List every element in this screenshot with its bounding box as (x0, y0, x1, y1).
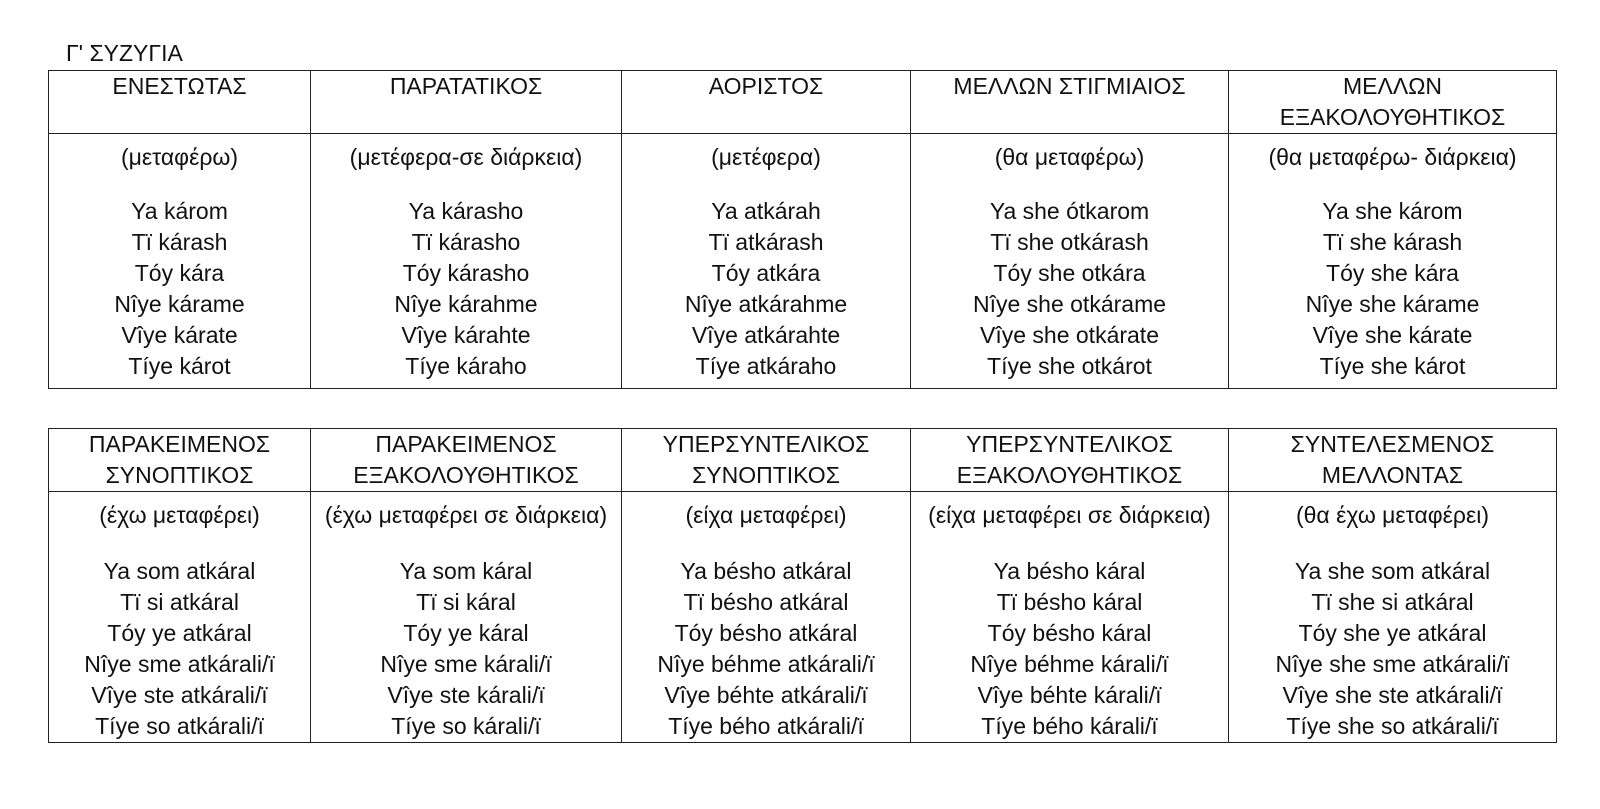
verb-form: Tï she si atkáral (1311, 589, 1474, 615)
verb-form-list (622, 196, 910, 382)
verb-form: Tï kárasho (411, 229, 521, 255)
verb-form: Nîye béhme atkárali/ï (657, 651, 875, 677)
verb-form-list (1229, 196, 1556, 382)
body-row (49, 492, 1557, 743)
header-row (49, 429, 1557, 492)
tense-name: ΠΑΡΑΚΕΙΜΕΝΟΣ ΕΞΑΚΟΛΟΥΘΗΤΙΚΟΣ (353, 431, 579, 488)
verb-form: Tóy ye atkáral (107, 620, 252, 646)
tense-gloss: (μεταφέρω) (120, 144, 239, 170)
verb-form-list (1229, 556, 1556, 742)
verb-form: Ya som atkáral (103, 558, 256, 584)
verb-form: Tíye atkáraho (695, 353, 837, 379)
verb-form: Vîye ste atkárali/ï (91, 682, 268, 708)
verb-form: Nîye atkárahme (684, 291, 848, 317)
verb-form: Ya she som atkáral (1294, 558, 1491, 584)
tense-header-cell (1229, 429, 1557, 492)
verb-form: Tíye she otkárot (987, 353, 1152, 379)
verb-form: Vîye béhte kárali/ï (977, 682, 1162, 708)
verb-form: Tóy bésho atkáral (674, 620, 858, 646)
verb-form: Tóy she otkára (993, 260, 1146, 286)
conjugation-cell (622, 134, 911, 389)
verb-form: Tóy atkára (711, 260, 821, 286)
tense-header-cell (311, 429, 622, 492)
verb-form-list (311, 556, 621, 742)
tense-name: ΜΕΛΛΩΝ ΣΤΙΓΜΙΑΙΟΣ (953, 73, 1186, 99)
tense-gloss: (είχα μεταφέρει) (685, 502, 847, 528)
tense-gloss: (μετέφερα) (711, 144, 821, 170)
verb-form: Tï atkárash (708, 229, 824, 255)
tense-name: ΜΕΛΛΩΝ ΕΞΑΚΟΛΟΥΘΗΤΙΚΟΣ (1279, 73, 1506, 130)
verb-form: Ya bésho atkáral (680, 558, 852, 584)
verb-form: Tóy bésho káral (987, 620, 1152, 646)
conjugation-cell (311, 492, 622, 743)
verb-form: Tï kárash (131, 229, 228, 255)
verb-form: Nîye she otkárame (972, 291, 1167, 317)
verb-form: Tóy she kára (1326, 260, 1459, 286)
verb-form: Tï she kárash (1322, 229, 1463, 255)
verb-form: Tíye káraho (405, 353, 527, 379)
verb-form-list (49, 556, 310, 742)
verb-form: Vîye kárahte (401, 322, 531, 348)
verb-form: Nîye she sme atkárali/ï (1275, 651, 1510, 677)
verb-form: Vîye ste kárali/ï (387, 682, 545, 708)
conjugation-cell (1229, 492, 1557, 743)
tense-header-cell (622, 429, 911, 492)
verb-form: Tï she otkárash (990, 229, 1149, 255)
tense-name: ΣΥΝΤΕΛΕΣΜΕΝΟΣ ΜΕΛΛΟΝΤΑΣ (1290, 431, 1495, 488)
verb-form: Nîye she kárame (1305, 291, 1480, 317)
verb-form: Vîye béhte atkárali/ï (664, 682, 868, 708)
verb-form: Ya kárasho (408, 198, 524, 224)
verb-form-list (911, 556, 1228, 742)
conjugation-cell (622, 492, 911, 743)
tense-gloss: (θα έχω μεταφέρει) (1295, 502, 1490, 528)
verb-form: Nîye kárahme (394, 291, 538, 317)
tense-header-cell (49, 71, 311, 134)
conjugation-table-1 (48, 70, 1557, 389)
verb-form: Tíye bého atkárali/ï (668, 713, 864, 739)
verb-form: Ya bésho káral (993, 558, 1146, 584)
tense-name: ΥΠΕΡΣΥΝΤΕΛΙΚΟΣ ΣΥΝΟΠΤΙΚΟΣ (662, 431, 870, 488)
verb-form: Tóy kárasho (402, 260, 530, 286)
verb-form: Tóy she ye atkáral (1298, 620, 1487, 646)
verb-form: Vîye atkárahte (691, 322, 841, 348)
verb-form: Ya atkárah (711, 198, 821, 224)
tense-gloss: (μετέφερα-σε διάρκεια) (349, 144, 583, 170)
tense-header-cell (311, 71, 622, 134)
tense-gloss: (θα μεταφέρω- διάρκεια) (1268, 144, 1517, 170)
tense-gloss: (θα μεταφέρω) (994, 144, 1145, 170)
verb-form: Tíye so kárali/ï (391, 713, 541, 739)
tense-header-cell (622, 71, 911, 134)
verb-form: Tíye károt (128, 353, 231, 379)
body-row (49, 134, 1557, 389)
tense-name: ΠΑΡΑΤΑΤΙΚΟΣ (389, 73, 543, 99)
tense-gloss: (έχω μεταφέρει σε διάρκεια) (324, 502, 608, 528)
tense-name: ΥΠΕΡΣΥΝΤΕΛΙΚΟΣ ΕΞΑΚΟΛΟΥΘΗΤΙΚΟΣ (956, 431, 1183, 488)
verb-form: Nîye béhme kárali/ï (970, 651, 1169, 677)
tense-name: ΕΝΕΣΤΩΤΑΣ (112, 73, 247, 99)
header-row (49, 71, 1557, 134)
tense-name: ΠΑΡΑΚΕΙΜΕΝΟΣ ΣΥΝΟΠΤΙΚΟΣ (88, 431, 271, 488)
page-title: Γ' ΣΥΖΥΓΙΑ (66, 40, 183, 66)
conjugation-cell (911, 492, 1229, 743)
verb-form: Nîye sme kárali/ï (380, 651, 552, 677)
verb-form: Tíye she károt (1319, 353, 1466, 379)
verb-form: Tï si atkáral (120, 589, 239, 615)
conjugation-cell (311, 134, 622, 389)
conjugation-cell (1229, 134, 1557, 389)
verb-form: Tíye bého kárali/ï (981, 713, 1158, 739)
verb-form: Tï bésho atkáral (683, 589, 849, 615)
verb-form: Ya károm (131, 198, 228, 224)
verb-form: Tíye she so atkárali/ï (1286, 713, 1499, 739)
conjugation-cell (911, 134, 1229, 389)
verb-form: Ya som káral (399, 558, 533, 584)
verb-form: Nîye sme atkárali/ï (84, 651, 275, 677)
tense-gloss: (έχω μεταφέρει) (99, 502, 260, 528)
verb-form: Ya she károm (1322, 198, 1463, 224)
tense-header-cell (1229, 71, 1557, 134)
conjugation-table-2 (48, 428, 1557, 743)
tense-header-cell (911, 71, 1229, 134)
conjugation-cell (49, 134, 311, 389)
verb-form: Tóy ye káral (403, 620, 529, 646)
verb-form: Vîye she ste atkárali/ï (1282, 682, 1503, 708)
verb-form: Tï si káral (416, 589, 516, 615)
verb-form: Vîye she otkárate (980, 322, 1159, 348)
verb-form: Tóy kára (134, 260, 225, 286)
verb-form: Tíye so atkárali/ï (95, 713, 264, 739)
verb-form: Vîye kárate (121, 322, 238, 348)
verb-form-list (311, 196, 621, 382)
tense-header-cell (911, 429, 1229, 492)
tense-gloss: (είχα μεταφέρει σε διάρκεια) (928, 502, 1211, 528)
verb-form: Vîye she kárate (1312, 322, 1473, 348)
verb-form-list (49, 196, 310, 382)
tense-name: ΑΟΡΙΣΤΟΣ (708, 73, 824, 99)
verb-form-list (911, 196, 1228, 382)
verb-form: Nîye kárame (114, 291, 245, 317)
verb-form: Ya she ótkarom (989, 198, 1150, 224)
tense-header-cell (49, 429, 311, 492)
verb-form: Tï bésho káral (996, 589, 1143, 615)
conjugation-cell (49, 492, 311, 743)
verb-form-list (622, 556, 910, 742)
